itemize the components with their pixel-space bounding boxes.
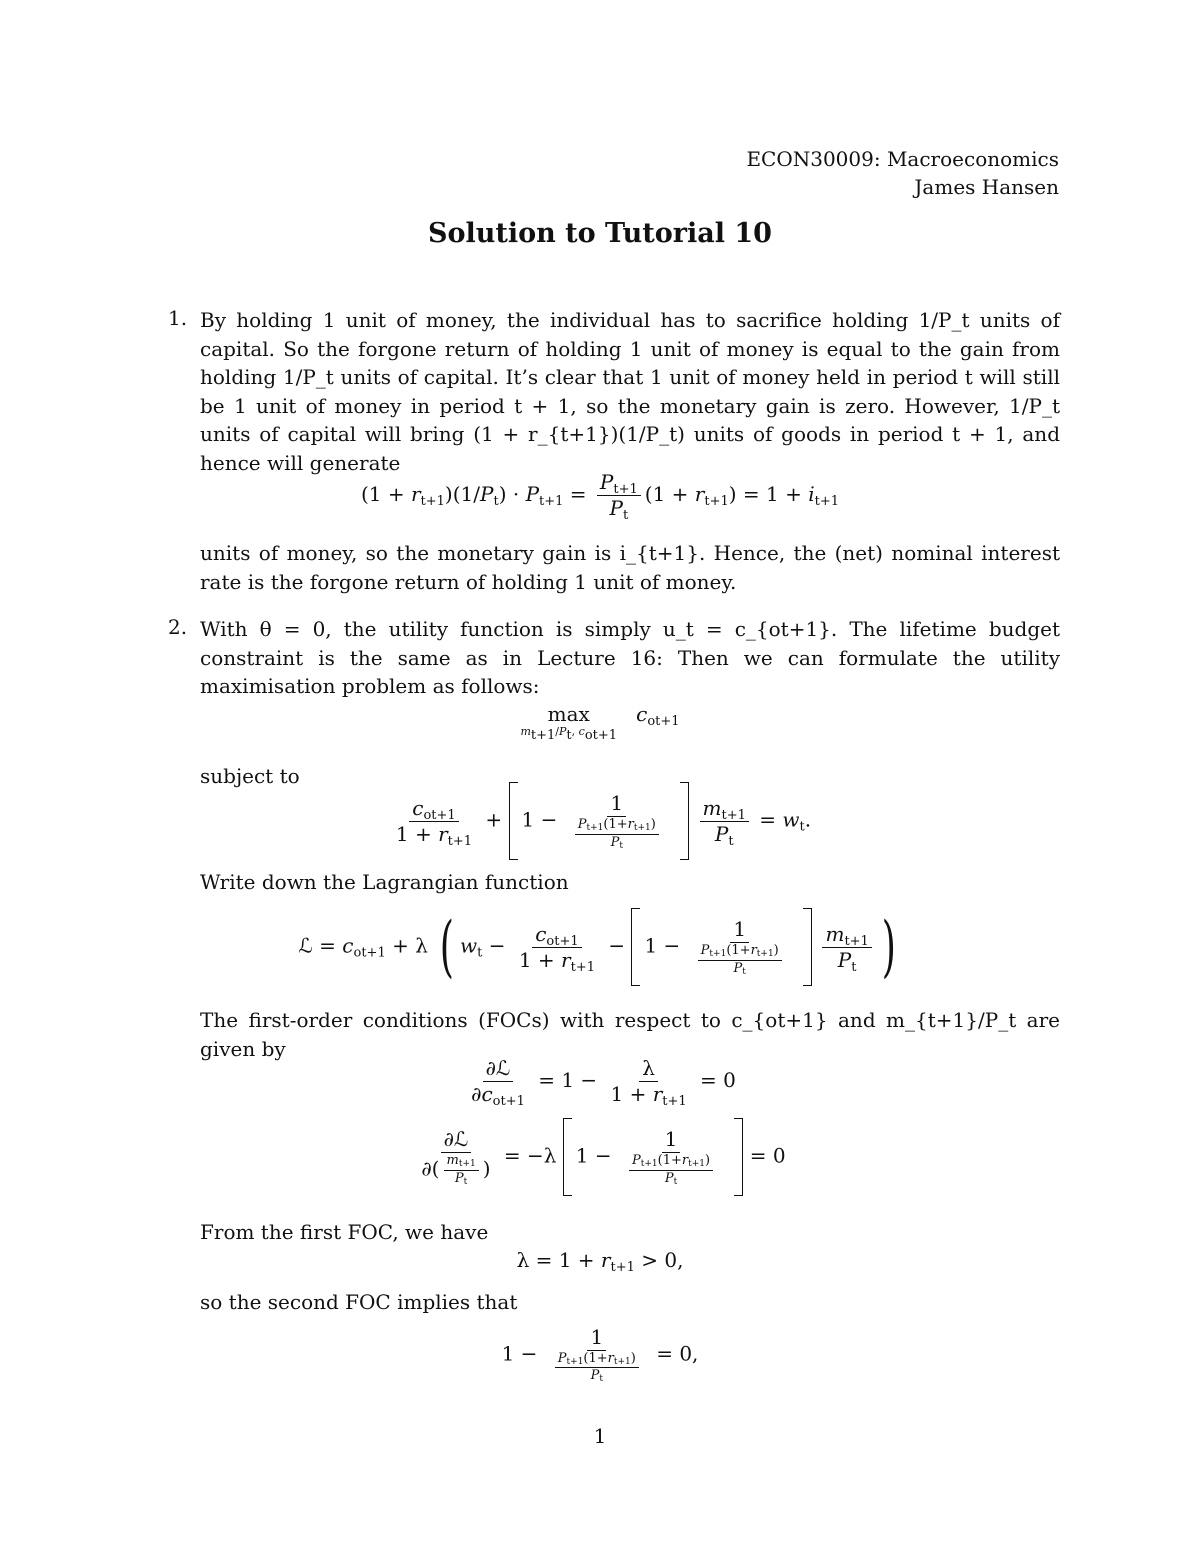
lambda-equation: $\lambda = 1 + r_{t+1} > 0$, <box>516 1248 684 1275</box>
q1-paragraph-1: By holding 1 unit of money, the individual has to sacrifice holding 1/P_t units of capital. So the forgone return of holding 1 unit of money is equal to the gain from holding 1/P_t units of capital. It’s clear that 1 unit of money held in period t will still be 1 unit of money in period t + 1, so the monetary gain is zero. However, 1/P_t units of capital will bring (1 + r_{t+1})(1/P_t) units of goods in period t + 1, and hence will generate <box>200 308 1060 475</box>
first-foc-text: From the first FOC, we have <box>200 1220 489 1244</box>
course-name: ECON30009: Macroeconomics <box>746 147 1059 171</box>
q2-paragraph-1: With θ = 0, the utility function is simply u_t = c_{ot+1}. The lifetime budget constraint is the same as in Lecture 16: Then we can formulate the utility maximisation problem as follows: <box>200 617 1060 698</box>
foc-1: $\frac{\text{∂ℒ}}{\partial c_{ot+1}}$ = 1 − $\frac{\lambda}{1 + r_{t+1}}$ = 0 <box>471 1056 736 1109</box>
max-problem: max $m_{t+1}/P_t$, $c_{ot+1}$ $c_{ot+1}$ <box>520 702 680 743</box>
lagrangian-intro: Write down the Lagrangian function <box>200 870 569 894</box>
lagrangian-equation: ℒ = $c_{ot+1} + \lambda$ ( $w_t$ − $\frac{c_{ot+1}}{1 + r_{t+1}}$ − 1 − $\frac{1}{\frac{P_{t+1}(1+r_{t+1})}{P_t}}$ $\frac{m_{t+1}}{P_t}$ ) <box>298 908 896 985</box>
second-foc-text: so the second FOC implies that <box>200 1290 518 1314</box>
foc-intro: The first-order conditions (FOCs) with respect to c_{ot+1} and m_{t+1}/P_t are given by <box>200 1008 1060 1061</box>
subject-to-text: subject to <box>200 764 300 788</box>
q2-number: 2. <box>168 615 188 639</box>
q1-paragraph-2: units of money, so the monetary gain is i_{t+1}. Hence, the (net) nominal interest rate is the forgone return of holding 1 unit of money. <box>200 541 1060 594</box>
page-title: Solution to Tutorial 10 <box>428 218 772 249</box>
author-name: James Hansen <box>914 175 1059 199</box>
q1-equation: $(1 + r_{t+1})(1/P_t) \cdot P_{t+1}$ = $\frac{P_{t+1}}{P_t}$ $(1 + r_{t+1}) = 1 + i_{t+1}$ <box>360 470 840 523</box>
budget-constraint: $\frac{c_{ot+1}}{1 + r_{t+1}}$ + 1 − $\frac{1}{\frac{P_{t+1}(1+r_{t+1})}{P_t}}$ $\frac{m_{t+1}}{P_t}$ = $w_t$. <box>0 782 1200 860</box>
page-number: 1 <box>593 1424 607 1448</box>
final-equation: 1 − $\frac{1}{\frac{P_{t+1}(1+r_{t+1})}{P_t}}$ = 0, <box>501 1325 699 1385</box>
q1-number: 1. <box>168 306 188 330</box>
foc-2: ∂ℒ ∂( $\frac{m_{t+1}}{P_t}$ ) = −λ 1 − $\frac{1}{\frac{P_{t+1}(1+r_{t+1})}{P_t}}$ = 0 <box>0 1118 1200 1196</box>
